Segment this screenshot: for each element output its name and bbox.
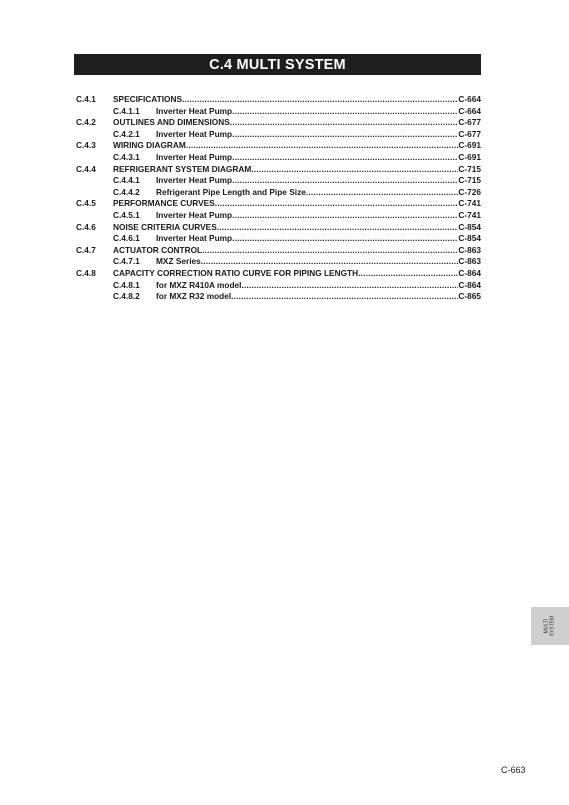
toc-entry-page: C-863	[458, 244, 481, 255]
toc-entry-number: C.4.3	[76, 140, 96, 151]
toc-entry-page: C-741	[458, 209, 481, 220]
toc-entry-page: C-863	[458, 256, 481, 267]
toc-entry[interactable]	[76, 222, 481, 234]
toc-entry-title: for MXZ R32 model	[156, 291, 232, 302]
toc-entry-number: C.4.4.1	[113, 175, 140, 186]
toc-dot-leader	[231, 291, 458, 303]
toc-entry[interactable]	[76, 129, 481, 141]
toc-entry-title: SPECIFICATIONS	[113, 94, 182, 104]
toc-dot-leader	[232, 152, 458, 164]
toc-entry-number: C.4.2	[76, 117, 96, 128]
toc-entry-page: C-726	[458, 186, 481, 197]
toc-entry-number: C.4.7.1	[113, 256, 140, 267]
toc-dot-leader	[251, 164, 458, 176]
toc-entry-page: C-864	[458, 267, 481, 278]
toc-entry-page: C-865	[458, 291, 481, 302]
toc-entry-title: Inverter Heat Pump	[156, 233, 233, 244]
toc-entry[interactable]	[76, 117, 481, 129]
toc-entry-title: Inverter Heat Pump	[156, 151, 233, 162]
toc-entry[interactable]	[76, 187, 481, 199]
toc-entry-title: CAPACITY CORRECTION RATIO CURVE FOR PIPING LENGTH	[113, 267, 359, 278]
toc-dot-leader	[232, 233, 458, 245]
toc-entry[interactable]	[76, 280, 481, 292]
toc-entry-page: C-741	[458, 198, 481, 209]
toc-entry-number: C.4.4.2	[113, 186, 140, 197]
toc-entry-page: C-691	[458, 140, 481, 151]
toc-dot-leader	[201, 256, 459, 268]
toc-entry-title: PERFORMANCE CURVES	[113, 198, 215, 209]
toc-entry[interactable]	[76, 152, 481, 164]
toc-entry-page: C-854	[458, 233, 481, 244]
toc-entry-page: C-854	[458, 221, 481, 232]
toc-entry-page: C-864	[458, 279, 481, 290]
section-side-tab	[531, 607, 569, 645]
toc-entry[interactable]	[76, 291, 481, 303]
toc-dot-leader	[230, 117, 459, 129]
side-tab-label	[545, 616, 556, 637]
toc-entry-page: C-677	[458, 128, 481, 139]
toc-entry-page: C-691	[458, 151, 481, 162]
toc-entry[interactable]	[76, 140, 481, 152]
toc-dot-leader	[232, 210, 458, 222]
side-tab-line-2: SYSTEM	[549, 615, 555, 637]
toc-entry-page: C-664	[458, 94, 481, 104]
toc-entry-number: C.4.6.1	[113, 233, 140, 244]
table-of-contents	[76, 94, 481, 303]
section-title	[74, 54, 481, 75]
toc-entry[interactable]	[76, 106, 481, 118]
toc-entry[interactable]	[76, 175, 481, 187]
page-number: C-663	[501, 765, 526, 775]
toc-entry-title: for MXZ R410A model	[156, 279, 242, 290]
toc-entry-number: C.4.4	[76, 163, 96, 174]
toc-dot-leader	[232, 106, 458, 118]
toc-entry-title: ACTUATOR CONTROL	[113, 244, 203, 255]
toc-entry-title: NOISE CRITERIA CURVES	[113, 221, 217, 232]
toc-entry[interactable]	[76, 198, 481, 210]
toc-entry-number: C.4.8.1	[113, 279, 140, 290]
toc-entry-title: OUTLINES AND DIMENSIONS	[113, 117, 230, 128]
toc-entry-title: REFRIGERANT SYSTEM DIAGRAM	[113, 163, 252, 174]
toc-entry-page: C-664	[458, 105, 481, 116]
toc-entry-page: C-677	[458, 117, 481, 128]
toc-dot-leader	[232, 129, 458, 141]
toc-entry-number: C.4.3.1	[113, 151, 140, 162]
toc-entry-title: Inverter Heat Pump	[156, 175, 233, 186]
toc-dot-leader	[186, 140, 459, 152]
toc-entry-number: C.4.6	[76, 221, 96, 232]
toc-entry-number: C.4.7	[76, 244, 96, 255]
toc-dot-leader	[217, 222, 459, 234]
toc-entry-title: Inverter Heat Pump	[156, 209, 233, 220]
toc-dot-leader	[202, 245, 458, 257]
toc-entry[interactable]	[76, 210, 481, 222]
toc-entry-number: C.4.2.1	[113, 128, 140, 139]
toc-dot-leader	[241, 280, 458, 292]
toc-entry-title: Inverter Heat Pump	[156, 105, 233, 116]
toc-entry-title: Refrigerant Pipe Length and Pipe Size	[156, 186, 306, 197]
toc-entry-number: C.4.8	[76, 267, 96, 278]
toc-entry-page: C-715	[458, 163, 481, 174]
toc-entry[interactable]	[76, 245, 481, 257]
toc-dot-leader	[306, 187, 459, 199]
toc-entry-title: Inverter Heat Pump	[156, 128, 233, 139]
toc-entry-number: C.4.5.1	[113, 209, 140, 220]
toc-dot-leader	[358, 268, 458, 280]
toc-entry[interactable]	[76, 268, 481, 280]
toc-entry-number: C.4.1	[76, 94, 96, 104]
toc-entry-number: C.4.5	[76, 198, 96, 209]
toc-entry-page: C-715	[458, 175, 481, 186]
toc-dot-leader	[215, 198, 459, 210]
toc-entry[interactable]	[76, 256, 481, 268]
toc-entry-title: WIRING DIAGRAM	[113, 140, 186, 151]
toc-entry-title: MXZ Series	[156, 256, 201, 267]
side-tab-line-1: MULTI	[543, 618, 550, 634]
toc-dot-leader	[232, 175, 458, 187]
toc-entry[interactable]	[76, 233, 481, 245]
toc-entry[interactable]	[76, 94, 481, 106]
toc-entry-number: C.4.1.1	[113, 105, 140, 116]
toc-entry-number: C.4.8.2	[113, 291, 140, 302]
section-title-text: C.4 MULTI SYSTEM	[209, 56, 346, 73]
toc-dot-leader	[182, 94, 458, 106]
toc-entry[interactable]	[76, 164, 481, 176]
